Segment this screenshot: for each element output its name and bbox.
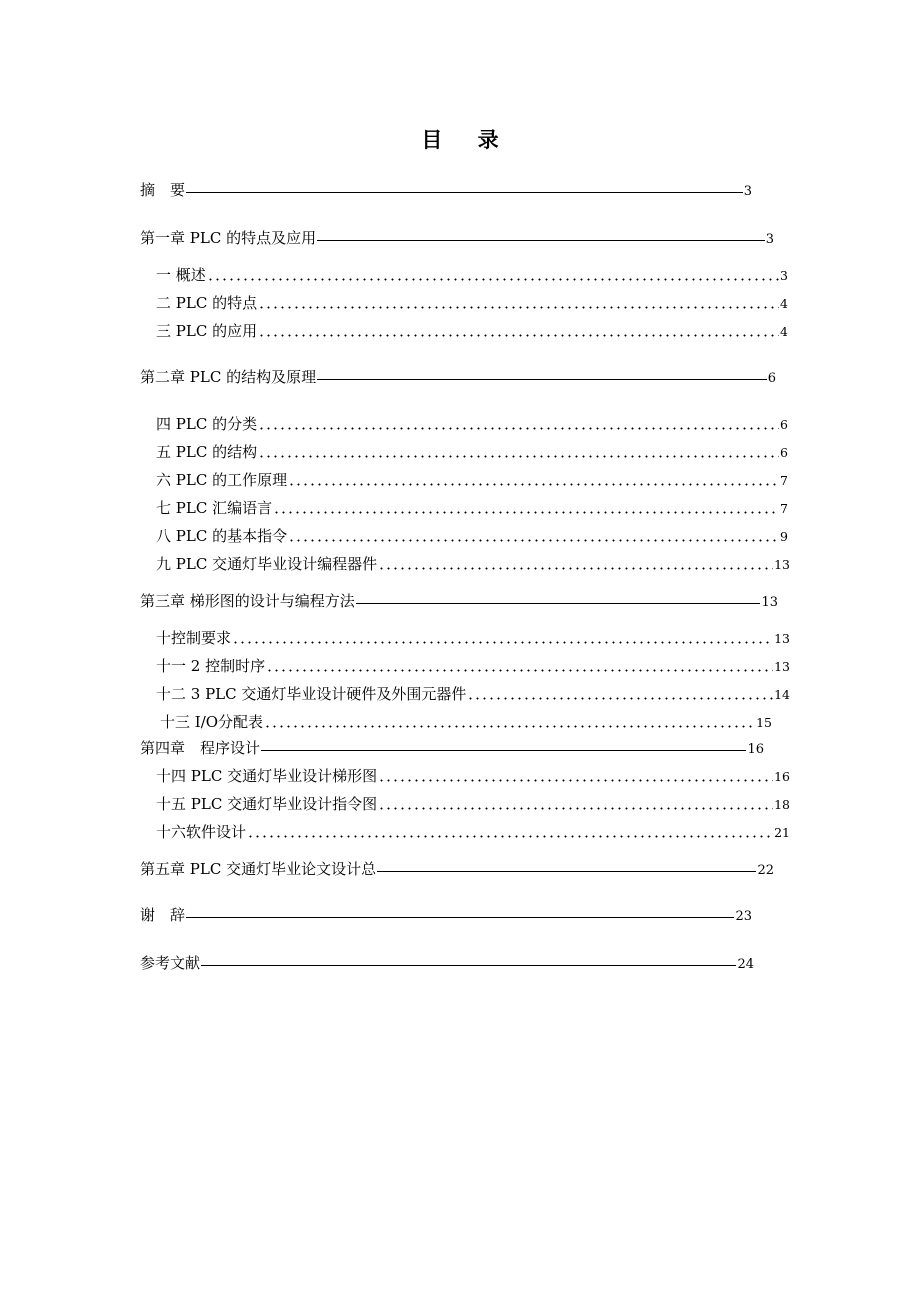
toc-chapter-entry[interactable]	[140, 905, 752, 927]
toc-page-number: 13	[774, 631, 790, 646]
toc-page-number: 18	[774, 797, 790, 812]
toc-page-number: 4	[780, 296, 788, 311]
toc-leader-line	[317, 379, 767, 380]
toc-entry-label: 五 PLC 的结构	[156, 443, 258, 461]
toc-section-entry[interactable]	[156, 321, 788, 342]
toc-leader-dots	[264, 725, 755, 728]
toc-entry-label: 第五章 PLC 交通灯毕业论文设计总	[140, 860, 377, 878]
toc-section-entry[interactable]	[156, 822, 790, 843]
toc-entry-label: 四 PLC 的分类	[156, 415, 258, 433]
toc-page-number: 22	[757, 863, 774, 878]
toc-entry-label: 第二章 PLC 的结构及原理	[140, 368, 317, 386]
toc-section-entry[interactable]	[156, 684, 790, 705]
toc-section-entry[interactable]	[156, 554, 790, 575]
toc-entry-label: 十控制要求	[156, 629, 232, 647]
toc-leader-dots	[258, 427, 779, 430]
toc-entry-label: 第三章 梯形图的设计与编程方法	[140, 592, 355, 610]
toc-leader-line	[186, 192, 743, 193]
toc-chapter-entry[interactable]	[140, 228, 774, 250]
toc-page-number: 7	[780, 473, 788, 488]
toc-page-number: 24	[737, 957, 754, 972]
toc-entry-label: 十四 PLC 交通灯毕业设计梯形图	[156, 767, 378, 785]
toc-leader-dots	[273, 511, 779, 514]
toc-leader-dots	[266, 669, 773, 672]
toc-entry-label: 谢 辞	[140, 906, 186, 924]
toc-leader-line	[356, 603, 761, 604]
toc-chapter-entry[interactable]	[140, 367, 776, 389]
toc-entry-label: 十一 2 控制时序	[156, 657, 266, 675]
toc-leader-dots	[258, 306, 779, 309]
toc-entry-label: 十五 PLC 交通灯毕业设计指令图	[156, 795, 378, 813]
toc-entry-label: 十二 3 PLC 交通灯毕业设计硬件及外围元器件	[156, 685, 467, 703]
toc-entry-label: 参考文献	[140, 954, 201, 972]
toc-section-entry[interactable]	[156, 526, 788, 547]
toc-entry-label: 二 PLC 的特点	[156, 294, 258, 312]
toc-leader-line	[186, 917, 734, 918]
toc-page-number: 13	[774, 659, 790, 674]
toc-section-entry[interactable]	[156, 442, 788, 463]
toc-entry-label: 十三 I/O分配表	[160, 713, 264, 731]
toc-leader-dots	[258, 334, 779, 337]
toc-title: 目 录	[421, 127, 513, 152]
toc-leader-line	[201, 965, 736, 966]
toc-page-number: 15	[756, 715, 772, 730]
toc-section-entry[interactable]	[156, 470, 788, 491]
toc-leader-dots	[247, 835, 773, 838]
toc-chapter-entry[interactable]	[140, 180, 752, 202]
toc-page-number: 9	[780, 529, 788, 544]
toc-entry-label: 七 PLC 汇编语言	[156, 499, 273, 517]
toc-leader-line	[377, 871, 756, 872]
toc-section-entry[interactable]	[156, 794, 790, 815]
toc-page-number: 3	[765, 232, 774, 247]
toc-chapter-entry[interactable]	[140, 591, 778, 613]
toc-entry-label: 三 PLC 的应用	[156, 322, 258, 340]
toc-entry-label: 摘 要	[140, 181, 186, 199]
toc-leader-dots	[378, 807, 773, 810]
toc-section-entry[interactable]	[156, 656, 790, 677]
toc-chapter-entry[interactable]	[140, 859, 774, 881]
toc-section-entry[interactable]	[160, 712, 772, 733]
toc-entry-label: 九 PLC 交通灯毕业设计编程器件	[156, 555, 378, 573]
toc-page-number: 16	[747, 742, 764, 757]
toc-page-number: 6	[780, 445, 788, 460]
toc-leader-dots	[288, 539, 779, 542]
toc-page-number: 7	[780, 501, 788, 516]
toc-entry-label: 十六软件设计	[156, 823, 247, 841]
toc-section-entry[interactable]	[156, 265, 788, 286]
toc-section-entry[interactable]	[156, 498, 788, 519]
toc-section-entry[interactable]	[156, 766, 790, 787]
toc-page-number: 13	[774, 557, 790, 572]
toc-leader-line	[317, 240, 765, 241]
toc-section-entry[interactable]	[156, 293, 788, 314]
toc-entry-label: 六 PLC 的工作原理	[156, 471, 288, 489]
toc-page-number: 6	[767, 371, 776, 386]
toc-page-number: 16	[774, 769, 790, 784]
toc-chapter-entry[interactable]	[140, 738, 764, 760]
toc-entry-label: 第一章 PLC 的特点及应用	[140, 229, 317, 247]
toc-entry-label: 一 概述	[156, 266, 206, 284]
toc-page-number: 3	[780, 268, 788, 283]
toc-page-number: 6	[780, 417, 788, 432]
toc-entry-label: 八 PLC 的基本指令	[156, 527, 288, 545]
toc-page-number: 4	[780, 324, 788, 339]
toc-leader-dots	[207, 278, 779, 281]
toc-leader-dots	[467, 697, 773, 700]
toc-page-number: 13	[761, 595, 778, 610]
toc-entry-label: 第四章 程序设计	[140, 739, 261, 757]
toc-chapter-entry[interactable]	[140, 953, 754, 975]
toc-leader-dots	[378, 567, 773, 570]
toc-section-entry[interactable]	[156, 414, 788, 435]
toc-page-number: 14	[774, 687, 790, 702]
toc-leader-dots	[288, 483, 779, 486]
toc-leader-line	[261, 750, 746, 751]
toc-page-number: 23	[735, 909, 752, 924]
toc-leader-dots	[258, 455, 779, 458]
toc-page-number: 21	[774, 825, 790, 840]
toc-page-number: 3	[743, 184, 752, 199]
toc-leader-dots	[232, 641, 773, 644]
toc-section-entry[interactable]	[156, 628, 790, 649]
toc-leader-dots	[378, 779, 773, 782]
